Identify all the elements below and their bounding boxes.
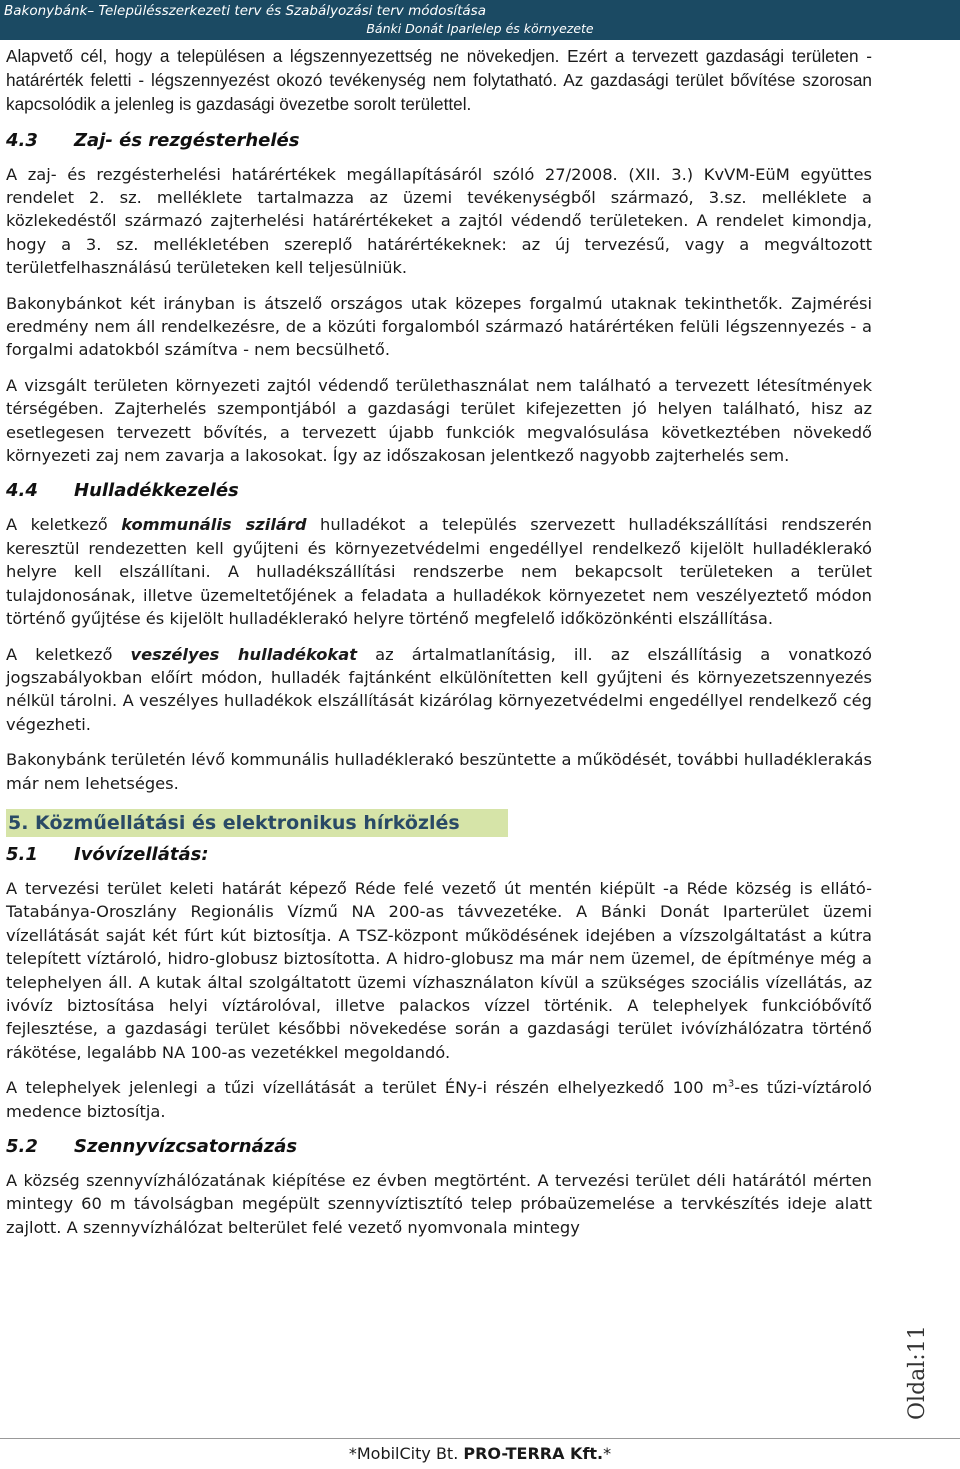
section-4-4-heading bbox=[6, 479, 872, 503]
page-number: Oldal:11 bbox=[905, 1325, 930, 1420]
text-run: hulladékot a település szervezett hulladékszállítási rendszerén keresztül rendezetten kell gyűjteni és környezetvédelmi engedéllyel rendelkező kijelölt hulladéklerakó helyre kell elszállítani. A hulladékszállítási rendszerbe nem bekapcsolt területeken a terület tulajdonosának, illetve üzemeltetőjének a feladata a hulladékok környezetet nem veszélyeztető módon történő gyűjtése és kijelölt hulladéklerakó helyre történő megfelelő időközönkénti elszállítása. bbox=[6, 515, 872, 629]
section-number: 4.3 bbox=[6, 129, 38, 151]
emphasis: veszélyes hulladékokat bbox=[130, 644, 357, 664]
paragraph: Bakonybánk területén lévő kommunális hulladéklerakó beszüntette a működését, további hulladéklerakás már nem lehetséges. bbox=[6, 750, 872, 793]
paragraph bbox=[6, 643, 872, 737]
text-run: A keletkező bbox=[6, 644, 131, 664]
header-subtitle: Bánki Donát Iparlelep és környezete bbox=[366, 21, 594, 36]
page-footer bbox=[0, 1444, 960, 1464]
text-run: -es tűzi-víztároló medence biztosítja. bbox=[6, 1078, 872, 1121]
footer-text: *MobilCity Bt. bbox=[348, 1444, 464, 1463]
footer-divider bbox=[0, 1438, 960, 1439]
paragraph: A község szennyvízhálózatának kiépítése ez évben megtörtént. A tervezési terület déli határától mérten mintegy 60 m távolságban megépült szennyvíztisztító telep próbaüzemelése a tervkészítés ideje alatt zajlott. A szennyvízhálózat belterület felé vezető nyomvonala mintegy bbox=[6, 1171, 872, 1237]
section-number: 5.2 bbox=[6, 1136, 38, 1158]
footer-text: * bbox=[603, 1444, 612, 1463]
paragraph: Bakonybánkot két irányban is átszelő országos utak közepes forgalmú utaknak tekinthetők. Zajmérési eredmény nem áll rendelkezésre, de a közúti forgalomból származó határértéken felüli légszennyezés - a forgalmi adatokból számítva - nem becsülhető. bbox=[6, 293, 872, 360]
section-title: Zaj- és rezgésterhelés bbox=[74, 129, 300, 151]
section-number: 4.4 bbox=[6, 480, 38, 502]
intro-paragraph: Alapvető cél, hogy a településen a légszennyezettség ne növekedjen. Ezért a tervezett gazdasági területen - határérték feletti - légszennyezést okozó tevékenység nem folytatható. Az gazdasági terület bővítése szorosan kapcsolódik a jelenleg is gazdasági övezetbe sorolt területtel. bbox=[6, 46, 872, 115]
section-5-1-heading bbox=[6, 843, 872, 867]
text-run: az ártalmatlanításig, ill. az elszállításig a vonatkozó jogszabályokban előírt módon, hulladék fajtánként elkülönítetten kell gyűjteni és környezetszennyezés nélkül tárolni. A veszélyes hulladékok elszállítását kizárólag környezetvédelmi engedéllyel rendelkező cég végezheti. bbox=[6, 644, 872, 734]
paragraph: A vizsgált területen környezeti zajtól védendő területhasználat nem található a tervezett létesítmények térségében. Zajterhelés szempontjából a gazdasági terület kifejezetten jó helyen található, hisz az esetlegesen tervezett bővítés, a tervezett újabb funkciók megvalósulása következtében növekedő környezeti zaj nem zavarja a lakosokat. Így az időszakosan jelentkező nagyobb zajterhelés sem. bbox=[6, 375, 872, 466]
section-title: Ivóvízellátás: bbox=[74, 843, 209, 865]
section-5-2-heading bbox=[6, 1135, 872, 1159]
section-4-3-heading bbox=[6, 129, 872, 153]
section-title: Hulladékkezelés bbox=[74, 480, 239, 502]
superscript: 3 bbox=[727, 1078, 735, 1090]
header-document-title: Bakonybánk– Településszerkezeti terv és Szabályozási terv módosítása bbox=[4, 3, 486, 19]
text-run: A keletkező bbox=[6, 515, 122, 535]
paragraph: A zaj- és rezgésterhelési határértékek megállapításáról szóló 27/2008. (XII. 3.) KvVM-EüM együttes rendelet 2. sz. melléklete tartalmazza az üzemi tevékenységből származó, 3.sz. melléklete a közlekedéstől származó zajterhelési határértékeket a zajtól védendő területeken. A rendelet kimondja, hogy a 3. sz. mellékletében szereplő határértékeknek: az új tervezésű, vagy a megváltozott területfelhasználású területeken kell teljesülniük. bbox=[6, 164, 872, 278]
footer-company: PRO-TERRA Kft. bbox=[463, 1444, 604, 1463]
paragraph bbox=[6, 513, 872, 630]
paragraph bbox=[6, 1076, 872, 1123]
section-number: 5.1 bbox=[6, 843, 38, 865]
page-header bbox=[0, 0, 960, 40]
section-title: Szennyvízcsatornázás bbox=[74, 1136, 298, 1158]
paragraph: A tervezési terület keleti határát képező Réde felé vezető út mentén kiépült -a Réde község is ellátó- Tatabánya-Oroszlány Regionális Vízmű NA 200-as távvezetéke. A Bánki Donát Iparterület üzemi vízellátását saját két fúrt kút biztosítja. A TSZ-központ működésének idejében a vízszolgáltatást a kútra telepített víztároló, hidro-globusz biztosította. A hidro-globusz ma már nem üzemel, de építménye még a telephelyen áll. A kutak által szolgáltatott üzemi vízhasználaton kívül a szükséges szociális vízellátás, az ivóvíz biztosítása helyi víztárolóval, illetve palackos vízzel történik. A telephelyek funkcióbővítő fejlesztése, a gazdasági terület későbbi növekedése során a gazdasági terület ivóvízhálózatra történő rákötése, legalább NA 100-as vezetékkel megoldandó. bbox=[6, 878, 872, 1062]
emphasis: kommunális szilárd bbox=[121, 515, 307, 535]
section-5-heading: 5. Közműellátási és elektronikus hírközlés bbox=[6, 809, 508, 837]
page-content bbox=[6, 40, 872, 1239]
text-run: A telephelyek jelenlegi a tűzi vízellátását a terület ÉNy-i részén elhelyezkedő 100 m bbox=[6, 1078, 728, 1098]
